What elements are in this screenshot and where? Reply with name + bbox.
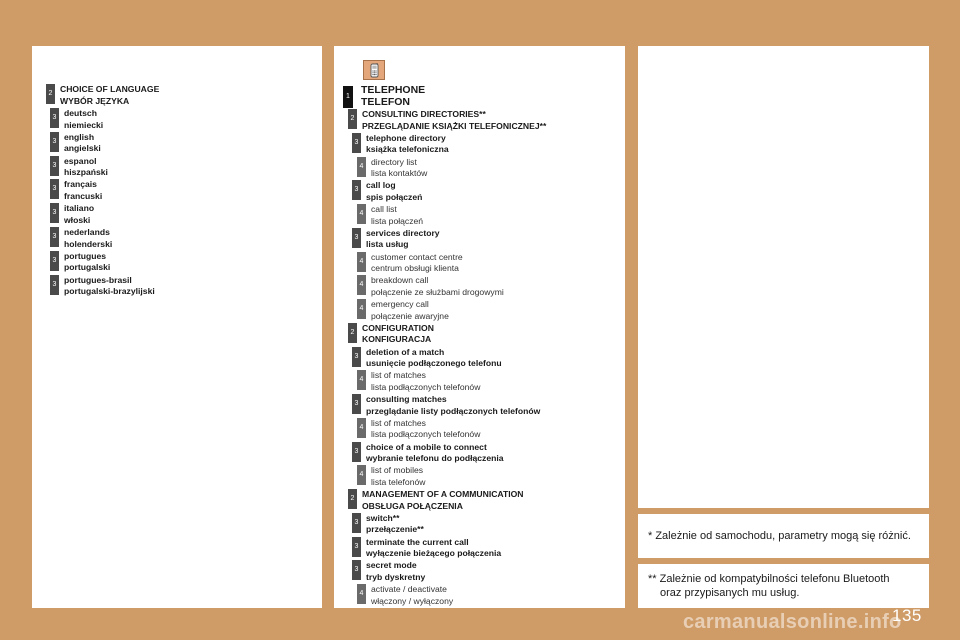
label-polish: centrum obsługi klienta [371,263,459,273]
menu-item-label [366,442,504,465]
level-badge: 3 [50,108,59,128]
label-english: espanol [64,155,97,166]
label-english: portugues [64,250,107,261]
level-badge: 2 [348,489,357,509]
watermark: carmanualsonline.info [683,611,902,633]
label-english: italiano [64,203,95,214]
menu-item-label [371,157,427,180]
menu-item-label [371,299,449,322]
menu-item-label [366,133,449,156]
level-badge: 3 [50,179,59,199]
label-polish: przeglądanie listy podłączonych telefonów [366,405,541,416]
label-english: switch** [366,512,400,523]
menu-item-label [371,275,504,298]
level-badge: 4 [357,370,366,390]
level-badge: 3 [352,442,361,462]
level-badge: 4 [357,252,366,272]
level-badge: 3 [352,347,361,367]
telephone-menu-panel [334,46,625,608]
label-english: portugues-brasil [64,274,132,285]
label-english: deutsch [64,108,97,118]
blank-panel [638,46,929,508]
level-badge: 4 [357,204,366,224]
label-english: call log [366,180,396,191]
menu-item-label [362,489,524,512]
menu-item-label [371,465,425,488]
label-polish: włoski [64,214,91,225]
level-badge: 3 [50,275,59,295]
menu-item-label [64,179,102,202]
label-polish: spis połączeń [366,191,423,202]
level-badge: 3 [50,203,59,223]
menu-item-label [64,251,110,274]
label-polish: francuski [64,190,103,201]
label-english: TELEPHONE [361,84,426,96]
label-english: list of matches [371,370,426,381]
level-badge: 3 [50,251,59,271]
label-polish: połączenie ze służbami drogowymi [371,286,504,297]
level-badge: 4 [357,299,366,319]
label-polish: KONFIGURACJA [362,334,432,345]
label-polish: wyłączenie bieżącego połączenia [366,548,502,558]
menu-item-label [371,370,480,393]
footnote-vehicle-dependent: * Zależnie od samochodu, parametry mogą się różnić. [648,530,911,542]
level-badge: 3 [352,537,361,557]
label-english: emergency call [371,299,429,309]
page-number: 135 [892,606,922,625]
level-badge: 3 [352,180,361,200]
level-badge: 4 [357,465,366,485]
menu-item-label [366,180,422,203]
level-badge: 3 [50,156,59,176]
label-polish: włączony / wyłączony [371,595,454,606]
menu-item-label [362,109,546,132]
level-badge: 3 [352,560,361,580]
level-badge: 3 [352,513,361,533]
label-polish: hiszpański [64,167,108,178]
menu-item-label [371,204,423,227]
menu-item-label [366,560,425,583]
menu-item-label [366,228,440,251]
label-english: directory list [371,156,417,167]
label-english: CHOICE OF LANGUAGE [60,84,160,94]
menu-item-label [60,84,159,107]
label-english: consulting matches [366,394,447,404]
label-polish: holenderski [64,238,113,249]
menu-item-label [371,418,480,441]
footnote-panel-2 [638,564,929,608]
label-english: list of mobiles [371,465,424,476]
language-menu-panel [32,46,322,608]
level-badge: 3 [352,228,361,248]
label-polish: angielski [64,143,101,154]
level-badge: 2 [348,109,357,129]
label-polish: tryb dyskretny [366,571,426,582]
label-polish: TELEFON [361,95,410,108]
label-english: customer contact centre [371,251,463,262]
level-badge: 3 [50,132,59,152]
menu-item-label [64,227,112,250]
level-badge: 3 [50,227,59,247]
label-polish: przełączenie** [366,524,424,535]
level-badge: 4 [357,418,366,438]
menu-item-label [366,537,501,560]
menu-item-label [366,347,502,370]
label-english: deletion of a match [366,346,445,357]
label-english: nederlands [64,227,110,237]
menu-item-label [366,513,424,536]
footnote-panel-1 [638,514,929,558]
label-english: CONFIGURATION [362,322,434,333]
label-english: activate / deactivate [371,584,447,594]
label-polish: portugalski-brazylijski [64,286,155,297]
menu-item-label [371,584,453,607]
label-polish: lista kontaktów [371,168,428,178]
label-polish: portugalski [64,262,111,273]
menu-item-label [366,394,540,417]
label-english: english [64,131,95,142]
label-polish: PRZEGLĄDANIE KSIĄŻKI TELEFONICZNEJ** [362,120,547,131]
level-badge: 4 [357,275,366,295]
label-english: telephone directory [366,132,446,143]
level-badge: 4 [357,584,366,604]
label-english: CONSULTING DIRECTORIES** [362,109,486,119]
label-english: MANAGEMENT OF A COMMUNICATION [362,489,524,499]
label-polish: OBSŁUGA POŁĄCZENIA [362,500,463,511]
label-polish: WYBÓR JĘZYKA [60,95,130,106]
menu-item-label [64,275,155,298]
menu-item-label [64,156,108,179]
level-badge: 1 [343,86,353,108]
level-badge: 2 [348,323,357,343]
label-polish: książka telefoniczna [366,144,449,155]
label-english: list of matches [371,417,426,428]
label-english: secret mode [366,560,417,571]
label-polish: lista usług [366,239,409,250]
label-polish: niemiecki [64,119,104,130]
level-badge: 4 [357,157,366,177]
level-badge: 3 [352,133,361,153]
label-polish: lista telefonów [371,476,426,487]
label-english: choice of a mobile to connect [366,441,487,452]
menu-item-label [371,252,463,275]
menu-item-label [362,323,434,346]
label-english: français [64,179,97,190]
level-badge: 2 [46,84,55,104]
label-polish: lista połączeń [371,215,424,226]
label-english: terminate the current call [366,536,469,547]
menu-item-label [64,132,101,155]
label-english: services directory [366,227,440,238]
label-english: breakdown call [371,275,429,286]
label-polish: usunięcie podłączonego telefonu [366,358,502,368]
menu-item-label [64,108,103,131]
label-polish: lista podłączonych telefonów [371,429,481,440]
label-polish: wybranie telefonu do podłączenia [366,453,504,463]
menu-item-label [64,203,94,226]
mobile-phone-icon [363,60,385,80]
menu-header-label [361,85,425,108]
label-english: call list [371,204,397,214]
footnote-bluetooth-line1: ** Zależnie od kompatybilności telefonu Bluetooth [648,573,890,585]
level-badge: 3 [352,394,361,414]
label-polish: połączenie awaryjne [371,310,449,321]
footnote-bluetooth-line2: oraz przypisanych mu usług. [660,587,800,599]
label-polish: lista podłączonych telefonów [371,381,481,392]
